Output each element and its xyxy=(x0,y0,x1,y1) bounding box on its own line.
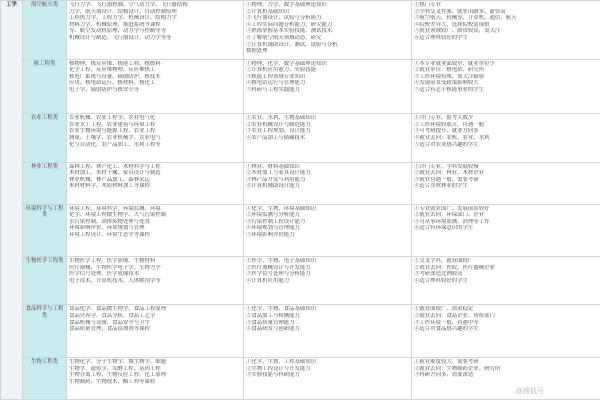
cell-text-line: 电子技术、计算机技术、人体解剖学等 xyxy=(69,277,161,284)
major-name-cell: 林业工程类 xyxy=(23,162,67,204)
cell-text-line: 木材材料学、木质材料加工等课程 xyxy=(69,183,150,190)
cell-text-line: 应用、核电站运行、核材料、核化工 xyxy=(69,80,156,87)
cell-text-line: 化与自动化、农产品加工、水利工程等 xyxy=(69,141,161,148)
skills-cell xyxy=(244,305,412,358)
major-name-cell: 海空航天类 xyxy=(23,1,67,60)
cell-text-line: ②就业去向：生物制药企业、研究所 xyxy=(414,365,501,372)
cell-text-line: 机械设计与制造、飞行器设计、动力学等等 xyxy=(69,34,172,41)
cell-text-line: ③工作环境特殊、需关注辐射 xyxy=(414,73,485,80)
cell-text-line: ⑤环境影响评价能力 xyxy=(246,231,295,238)
cell-text-line: ①就业面较广、需求稳定 xyxy=(414,306,474,313)
cell-text-line: 等、航空发动机原理、动力学与控制等等 xyxy=(69,28,167,35)
cell-text-line: ③食品质量管理能力 xyxy=(246,319,295,326)
cell-text-line: ②农业机械设计与制造能力 xyxy=(246,121,311,128)
cell-text-line: ③可考研提升、就业方向多 xyxy=(414,128,479,135)
cell-text-line: 生物制药、生物技术、酶工程等课程 xyxy=(69,378,156,385)
courses-cell xyxy=(67,257,244,305)
cell-text-line: ③科研方向多、需要深造 xyxy=(414,372,474,379)
cell-text-line: ③飞行器设计、试验与分析能力 xyxy=(246,15,322,22)
cell-text-line: ①冷门专业、学科发展较慢 xyxy=(414,163,479,170)
cell-text-line: 飞行力学、飞行器控制、空气动力学、飞行器结构 xyxy=(69,2,188,8)
cell-text-line: ②计算机应用能力、实验技能 xyxy=(246,67,317,74)
skills-cell xyxy=(244,257,412,305)
cell-text-line: 力学、航天器设计、结构设计、自动控制原理 xyxy=(69,8,177,15)
cell-text-line: ①冷门专业、报考人数少 xyxy=(414,115,474,122)
notes-cell xyxy=(412,1,600,60)
notes-cell xyxy=(412,305,600,358)
cell-text-line: ①化学、生物、食品基础知识 xyxy=(246,306,317,313)
cell-text-line: ②就业去向：食品企业、质检部门 xyxy=(414,312,495,319)
cell-text-line: ④适合理科较好的学生 xyxy=(414,277,468,284)
major-name-cell: 核工程类 xyxy=(23,59,67,114)
cell-text-line: ④院校差异大，选择院校需谨慎 xyxy=(414,21,490,28)
cell-text-line: ④核电站运行与管理能力 xyxy=(246,80,306,87)
cell-text-line: ④工程实际问题分析能力、研究能力 xyxy=(246,21,333,28)
skills-cell xyxy=(244,59,412,114)
cell-text-line: ①热门专业 xyxy=(414,2,441,8)
cell-text-line: 医疗器械、生物医学电子学、生物力学 xyxy=(69,264,161,271)
cell-text-line: ③农业工程规划、设计能力 xyxy=(246,128,311,135)
cell-text-line: ③实验技能与科研能力 xyxy=(246,372,300,379)
cell-text-line: ④发展前景受政策影响较大 xyxy=(414,80,479,87)
cell-text-line: 测量、土壤学、农业机械学、农业电气 xyxy=(69,134,161,141)
courses-cell xyxy=(67,204,244,257)
cell-text-line: 农业水土工程、农业建筑与环境工程 xyxy=(69,121,156,128)
cell-text-line: ④食品研发与创新能力 xyxy=(246,326,300,333)
cell-text-line: ③航空航天、机械等、计算机、通信、航天 xyxy=(414,15,517,22)
cell-text-line: 数据处理 xyxy=(246,48,268,55)
notes-cell xyxy=(412,257,600,305)
cell-text-line: ②就业去向：林业、木材企业 xyxy=(414,170,485,177)
major-name-cell: 食品科学与工程类 xyxy=(23,305,67,358)
cell-text-line: ⑤就业领域较广、薪资较高，需关注 xyxy=(414,28,501,35)
cell-text-line: ③医学信号处理与分析能力 xyxy=(246,271,311,278)
notes-cell xyxy=(412,357,600,399)
cell-text-line: ②计算机基础知识 xyxy=(246,8,290,15)
cell-text-line: ③核能工程领域专业知识 xyxy=(246,73,306,80)
cell-text-line: ⑤科研与工程实践能力 xyxy=(246,86,300,93)
courses-cell xyxy=(67,1,244,60)
cell-text-line: ⑦计算机辅助设计、测试、试验与分析 xyxy=(246,41,338,48)
cell-text-line: 木材加工、木材干燥、家具设计与制造 xyxy=(69,170,161,177)
notes-cell xyxy=(412,114,600,162)
major-row xyxy=(1,162,600,204)
major-name-cell: 环境科学与工程类 xyxy=(23,204,67,257)
courses-cell xyxy=(67,162,244,204)
major-row xyxy=(1,114,600,162)
notes-cell xyxy=(412,59,600,114)
cell-text-line: ②就业去向：环保部门、企业 xyxy=(414,212,485,219)
cell-text-line: ⑤适合有志于核能事业的学生 xyxy=(414,86,485,93)
cell-text-line: ①专业就业面广、发展前景较好 xyxy=(414,205,490,212)
major-row xyxy=(1,204,600,257)
cell-text-line: ②环境监测与分析能力 xyxy=(246,212,300,219)
cell-text-line: ①物理、化学、数学基础理论知识 xyxy=(246,60,327,67)
cell-text-line: 化学、环境工程微生物学、大气污染控制 xyxy=(69,212,167,219)
notes-cell xyxy=(412,162,600,204)
cell-text-line: 工程热力学、工程力学、机械设计、结构力学 xyxy=(69,15,177,22)
cell-text-line: 农业机械、农业工程学、农业电气化 xyxy=(69,115,156,122)
cell-text-line: ①化学、生物、工程基础知识 xyxy=(246,358,317,365)
cell-text-line: ①农业、水利、生物基础知识 xyxy=(246,115,317,122)
cell-text-line: 食品营养学、食品分析、食品工艺学 xyxy=(69,312,156,319)
cell-text-line: 农业生物环境与能源工程、农业工程 xyxy=(69,128,156,135)
cell-text-line: ④环境规划与管理能力 xyxy=(246,225,300,232)
major-row xyxy=(1,1,600,60)
cell-text-line: 食品机械与设备、食品安全与卫生 xyxy=(69,319,150,326)
cell-text-line: ⑥了解航空航天领域动态、研究 xyxy=(246,34,322,41)
skills-cell xyxy=(244,357,412,399)
cell-text-line: 核物理、核反应堆、核能工程、核燃料 xyxy=(69,60,161,67)
cell-text-line: ①林业、材料基础知识 xyxy=(246,163,300,170)
cell-text-line: ⑥适合理科较好的学生 xyxy=(414,34,468,41)
cell-text-line: ④计算机应用能力 xyxy=(246,277,290,284)
cell-text-line: ⑤适合对农业感兴趣的学生 xyxy=(414,141,479,148)
cell-text-line: 林业机械、林产品加工、森林采运 xyxy=(69,176,150,183)
cell-text-line: ①交叉学科、就业面较广 xyxy=(414,258,474,265)
cell-text-line: 材料力学、机械原理、推进系统等课程 xyxy=(69,21,161,28)
cell-text-line: ②就业去向：医院、医疗器械企业 xyxy=(414,264,495,271)
cell-text-line: 生物分离工程、生物反应工程、化工原理 xyxy=(69,372,167,379)
cell-text-line: 食品化学、食品微生物学、食品工程原理 xyxy=(69,306,167,313)
cell-text-line: ②工作环境较艰苦、待遇一般 xyxy=(414,121,485,128)
notes-cell xyxy=(412,204,600,257)
cell-text-line: 环境工程设计、环境生态学等课程 xyxy=(69,231,150,238)
cell-text-line: ④计算机辅助设计能力 xyxy=(246,183,300,190)
cell-text-line: ③考研深造比例较高 xyxy=(414,271,463,278)
cell-text-line: ③污染控制工程设计能力 xyxy=(246,218,306,225)
cell-text-line: ④适合喜欢林业的学生 xyxy=(414,183,468,190)
cell-text-line: 森林工程、林产化工、木材科学与工程 xyxy=(69,163,161,170)
courses-cell xyxy=(67,357,244,399)
cell-text-line: 水污染控制、固体废物处理与处置 xyxy=(69,218,150,225)
cell-text-line: ①医学、生物、电子基础知识 xyxy=(246,258,317,265)
cell-text-line: ③就业待遇一般、需要考研 xyxy=(414,176,479,183)
skills-cell xyxy=(244,1,412,60)
cell-text-line: ②就业单位：核电站、研究所 xyxy=(414,67,485,74)
cell-text-line: 食品质量管理、食品添加剂等课程 xyxy=(69,326,150,333)
major-row xyxy=(1,305,600,358)
cell-text-line: ②食品加工与检测能力 xyxy=(246,312,300,319)
cell-text-line: ①化学、生物、环境基础知识 xyxy=(246,205,317,212)
cell-text-line: ④适合对食品感兴趣的学生 xyxy=(414,326,479,333)
major-name-cell: 生物医学工程类 xyxy=(23,257,67,305)
cell-text-line: ③林产品开发与利用能力 xyxy=(246,176,306,183)
cell-text-line: 医学信号处理、医学成像技术 xyxy=(69,271,140,278)
courses-cell xyxy=(67,114,244,162)
cell-text-line: 生物医学工程、医学影像、生物材料 xyxy=(69,258,156,265)
cell-text-line: ③可从事环境监测、治理等工作 xyxy=(414,218,490,225)
cell-text-line: ①物理、力学、数学基础理论知识 xyxy=(246,2,327,8)
cell-text-line: ③工作环境一般、待遇中等 xyxy=(414,319,479,326)
cell-text-line: 环境影响评价、环境规划与管理 xyxy=(69,225,145,232)
cell-text-line: ②生物工程设计与开发能力 xyxy=(246,365,311,372)
cell-text-line: ④适合有环保意识的学生 xyxy=(414,225,474,232)
cell-text-line: ②木材加工与家具设计能力 xyxy=(246,170,311,177)
cell-text-line: ①本专业就业面较窄、就业单位少 xyxy=(414,60,495,67)
cell-text-line: ②医疗器械设计与开发能力 xyxy=(246,264,311,271)
cell-text-line: 化学工程、反应堆物理、反应堆热工 xyxy=(69,67,156,74)
skills-cell xyxy=(244,162,412,204)
cell-text-line: ①就业难度较大、需要考研 xyxy=(414,358,479,365)
skills-cell xyxy=(244,204,412,257)
cell-text-line: ④农产品加工与储藏技术 xyxy=(246,134,306,141)
skills-cell xyxy=(244,114,412,162)
cell-text-line: ⑤熟练掌握基本实验技能、测试技术 xyxy=(246,28,333,35)
cell-text-line: 生物学、遗传学、发酵工程、基因工程 xyxy=(69,365,161,372)
major-row xyxy=(1,59,600,114)
courses-cell xyxy=(67,305,244,358)
cell-text-line: ②学科交叉性强、就业出路多、薪资高 xyxy=(414,8,506,15)
major-row xyxy=(1,257,600,305)
major-table-body xyxy=(1,1,600,400)
courses-cell xyxy=(67,59,244,114)
major-row xyxy=(1,357,600,399)
cell-text-line: 生物化学、分子生物学、微生物学、细胞 xyxy=(69,358,167,365)
cell-text-line: 环境工程、环境科学、环境监测、环境 xyxy=(69,205,161,212)
watermark-text: @搜狐号 xyxy=(515,388,544,395)
cell-text-line: 核电厂系统与设备、辐射防护、核技术 xyxy=(69,73,161,80)
category-cell: 工学 xyxy=(1,1,23,400)
cell-text-line: ④就业去向：农机、农业、水利 xyxy=(414,134,490,141)
cell-text-line: 电子学、辐射防护与核安全等 xyxy=(69,86,140,93)
major-name-cell: 生物工程类 xyxy=(23,357,67,399)
major-name-cell: 农业工程类 xyxy=(23,114,67,162)
